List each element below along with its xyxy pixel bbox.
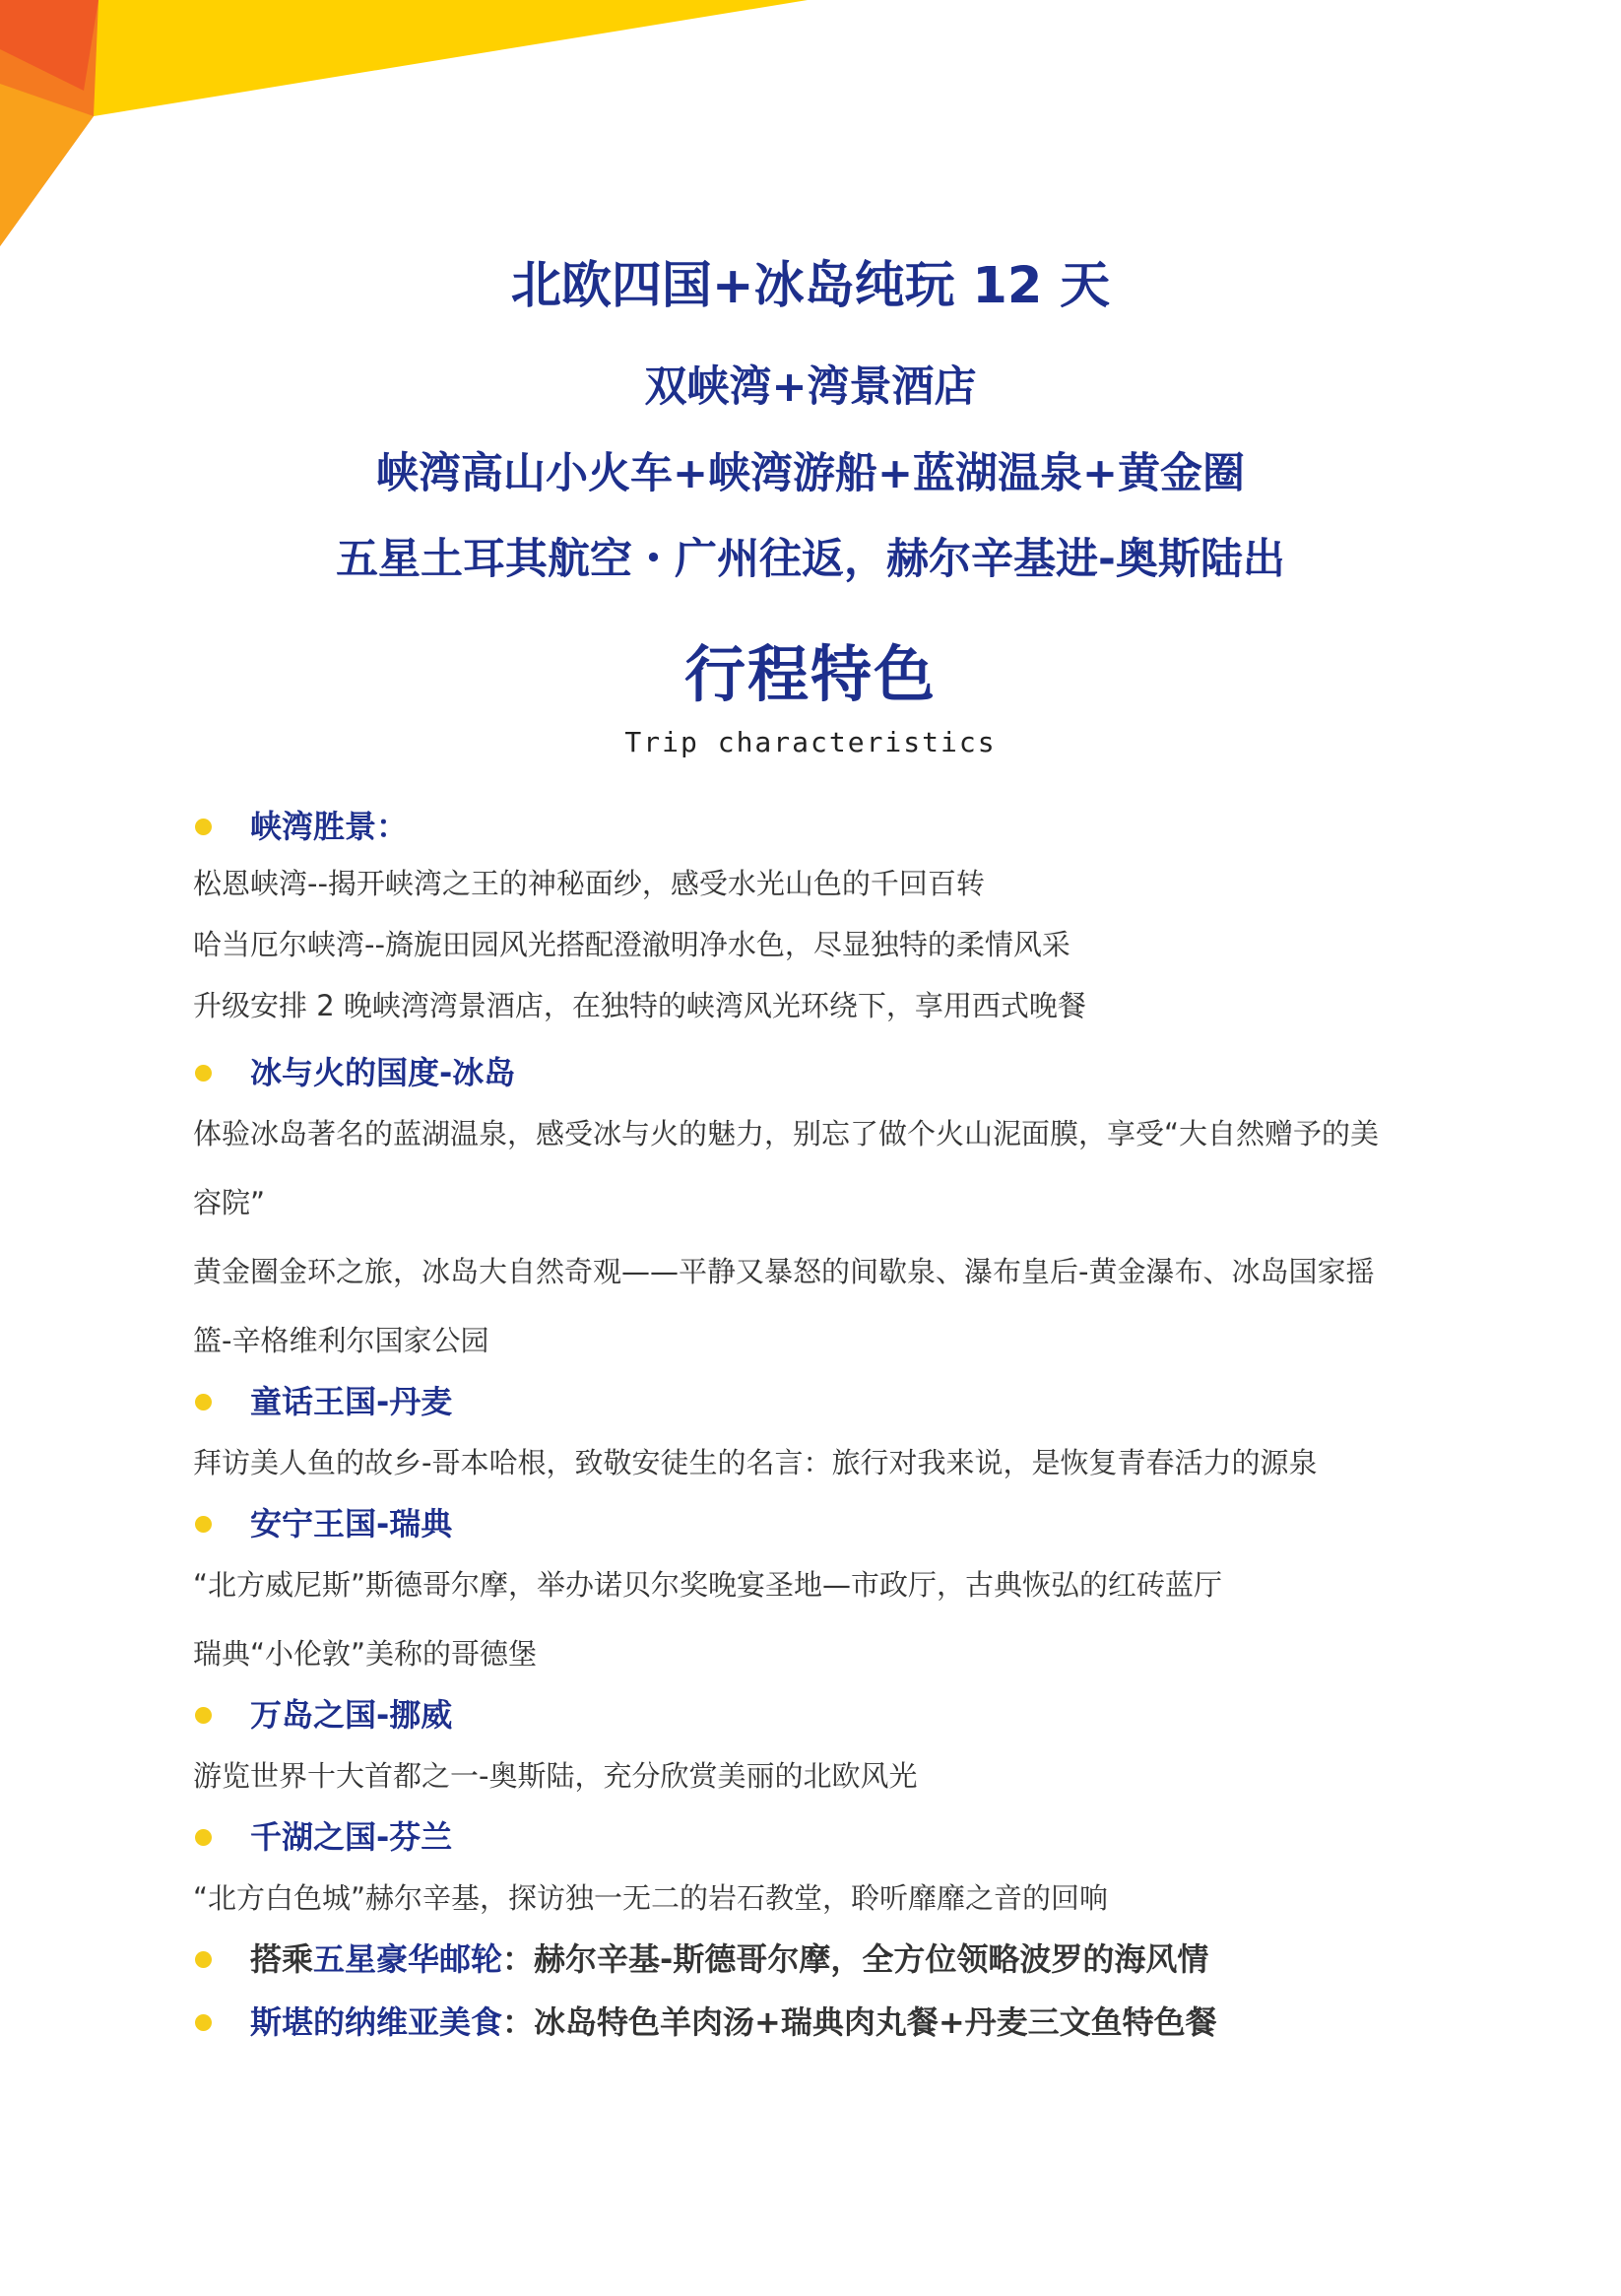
section-title: 行程特色 (683, 638, 937, 710)
section-heading-text: 万岛之国-挪威 (250, 1696, 453, 1734)
extra-suffix: ：赫尔辛基-斯德哥尔摩，全方位领略波罗的海风情 (502, 1940, 1209, 1978)
bullet-icon (195, 1394, 212, 1410)
subtitle-hotel: 双峡湾+湾景酒店 (644, 362, 977, 412)
section-line: 升级安排 2 晚峡湾湾景酒店，在独特的峡湾风光环绕下，享用西式晚餐 (193, 989, 1086, 1022)
subtitle-flight: 五星土耳其航空・广州往返，赫尔辛基进-奥斯陆出 (336, 535, 1285, 584)
extra-cruise (193, 1933, 1513, 1986)
extra-highlight: 斯堪的纳维亚美食 (250, 2003, 503, 2041)
section-line: “北方白色城”赫尔辛基，探访独一无二的岩石教堂，聆听靡靡之音的回响 (193, 1881, 1109, 1915)
trip-characteristics-list (193, 800, 1513, 2049)
corner-decoration (0, 0, 808, 256)
section-line: 容院” (193, 1186, 266, 1219)
section-heading-text: 安宁王国-瑞典 (250, 1505, 453, 1542)
bullet-icon (195, 2014, 212, 2031)
section-line: 黄金圈金环之旅，冰岛大自然奇观——平静又暴怒的间歇泉、瀑布皇后-黄金瀑布、冰岛国家摇 (193, 1255, 1375, 1288)
section-line: 松恩峡湾--揭开峡湾之王的神秘面纱，感受水光山色的千回百转 (193, 867, 985, 900)
page-title: 北欧四国+冰岛纯玩 12 天 (510, 257, 1111, 315)
section-line: 游览世界十大首都之一-奥斯陆，充分欣赏美丽的北欧风光 (193, 1759, 918, 1793)
section-heading-sweden (193, 1497, 1513, 1550)
bullet-icon (195, 1707, 212, 1724)
section-line: 拜访美人鱼的故乡-哥本哈根，致敬安徒生的名言：旅行对我来说，是恢复青春活力的源泉 (193, 1446, 1318, 1479)
section-title-english: Trip characteristics (624, 726, 997, 758)
section-heading-norway (193, 1688, 1513, 1741)
bullet-icon (195, 819, 212, 835)
extra-highlight: 五星豪华邮轮 (313, 1940, 503, 1978)
bullet-icon (195, 1065, 212, 1082)
subtitle-activities: 峡湾高山小火车+峡湾游船+蓝湖温泉+黄金圈 (375, 449, 1246, 498)
section-heading-iceland (193, 1046, 1513, 1099)
section-line: 瑞典“小伦敦”美称的哥德堡 (193, 1637, 538, 1671)
extra-suffix: ：冰岛特色羊肉汤+瑞典肉丸餐+丹麦三文鱼特色餐 (502, 2003, 1217, 2041)
extra-food (193, 1996, 1513, 2049)
section-heading-fjord (193, 800, 1513, 853)
section-heading-text: 峡湾胜景： (250, 808, 409, 845)
section-heading-finland (193, 1810, 1513, 1864)
bullet-icon (195, 1516, 212, 1533)
section-line: “北方威尼斯”斯德哥尔摩，举办诺贝尔奖晚宴圣地—市政厅，古典恢弘的红砖蓝厅 (193, 1568, 1223, 1602)
section-heading-text: 千湖之国-芬兰 (250, 1818, 453, 1856)
section-line: 哈当厄尔峡湾--旖旎田园风光搭配澄澈明净水色，尽显独特的柔情风采 (193, 928, 1070, 961)
corner-yellow-shape (0, 0, 808, 116)
section-line: 篮-辛格维利尔国家公园 (193, 1324, 489, 1357)
section-heading-text: 童话王国-丹麦 (250, 1383, 453, 1420)
section-heading-text: 冰与火的国度-冰岛 (250, 1054, 516, 1091)
extra-prefix: 搭乘 (250, 1940, 314, 1978)
bullet-icon (195, 1951, 212, 1968)
bullet-icon (195, 1829, 212, 1846)
section-line: 体验冰岛著名的蓝湖温泉，感受冰与火的魅力，别忘了做个火山泥面膜，享受“大自然赠予的美 (193, 1117, 1380, 1150)
section-heading-denmark (193, 1375, 1513, 1428)
